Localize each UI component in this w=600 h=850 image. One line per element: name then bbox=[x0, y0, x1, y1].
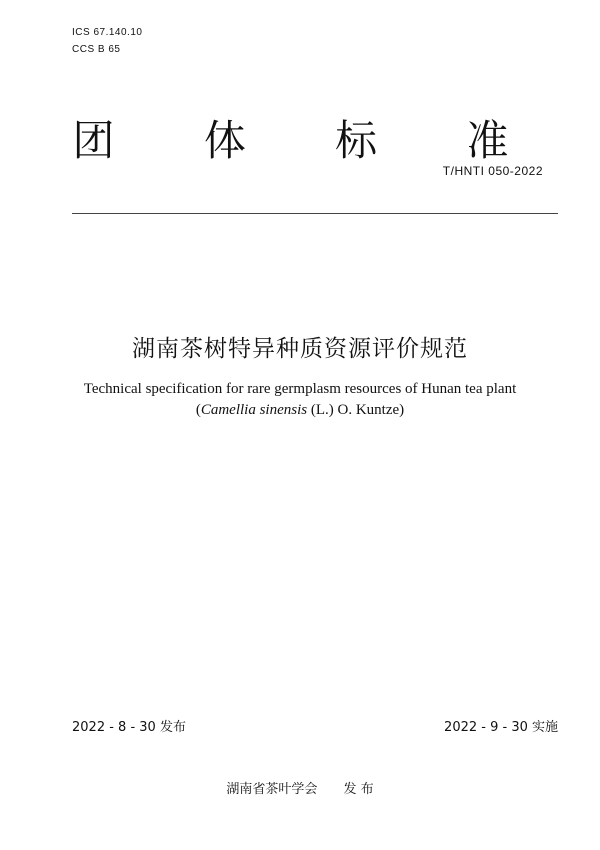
standard-number: T/HNTI 050-2022 bbox=[442, 164, 543, 178]
document-title-chinese: 湖南茶树特异种质资源评价规范 bbox=[132, 336, 468, 362]
header-divider bbox=[72, 213, 558, 214]
english-title-line2 bbox=[0, 400, 600, 421]
publisher bbox=[0, 778, 600, 797]
publisher-name: 湖南省茶叶学会 bbox=[226, 782, 318, 797]
english-title-authority: (L.) O. Kuntze) bbox=[307, 402, 405, 418]
standard-type-heading: 团 体 标 准 bbox=[72, 116, 547, 165]
document-title-english bbox=[0, 379, 600, 421]
english-title-paren: ( bbox=[195, 402, 201, 418]
ics-code: ICS 67.140.10 bbox=[72, 27, 143, 38]
publish-date: 2022 - 8 - 30 发布 bbox=[72, 720, 186, 735]
english-title-line1: Technical specification for rare germplasm resources of Hunan tea plant bbox=[83, 381, 517, 397]
ccs-code: CCS B 65 bbox=[72, 44, 121, 55]
publish-action: 发 布 bbox=[343, 782, 374, 797]
implementation-date: 2022 - 9 - 30 实施 bbox=[444, 720, 558, 735]
species-name: Camellia sinensis bbox=[200, 402, 308, 418]
